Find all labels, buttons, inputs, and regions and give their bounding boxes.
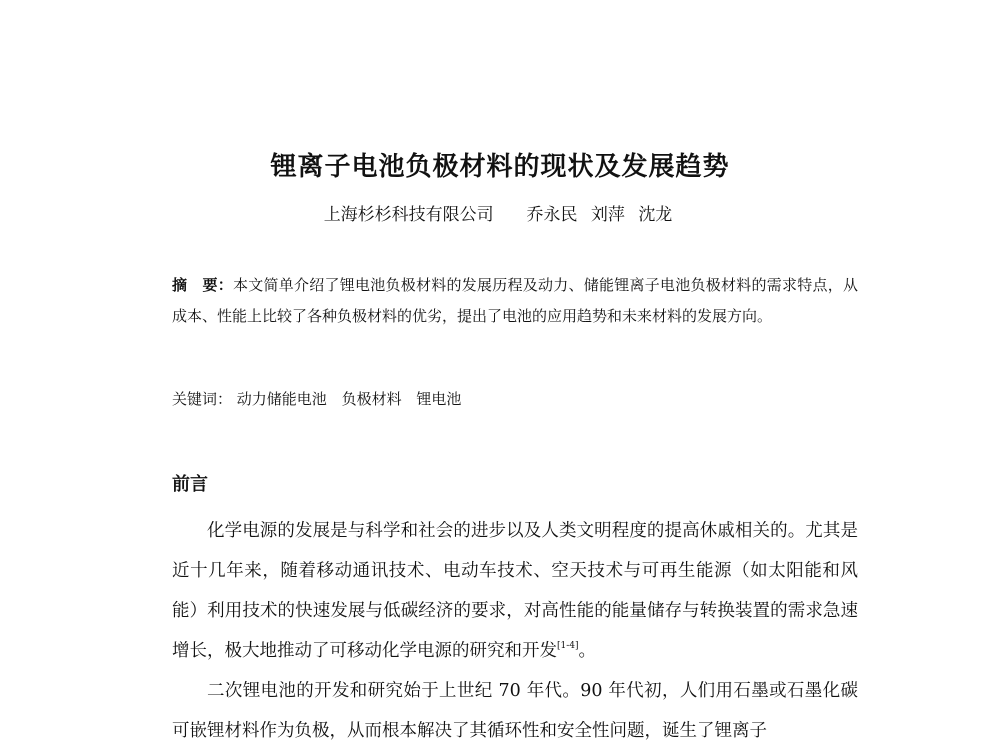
- author-line: [0, 200, 1000, 225]
- paper-title: 锂离子电池负极材料的现状及发展趋势: [270, 152, 730, 182]
- citation: [1-4]: [557, 641, 579, 651]
- abstract: [172, 270, 858, 332]
- paragraph-text: 二次锂电池的开发和研究始于上世纪 70 年代。90 年代初，人们用石墨或石墨化碳可嵌锂材料作为负极，从而根本解决了其循环性和安全性问题，诞生了锂离子: [172, 681, 858, 741]
- author-name: 刘萍: [590, 205, 625, 225]
- author-names: [523, 205, 677, 225]
- keyword: 锂电池: [416, 390, 462, 408]
- keyword: 负极材料: [341, 390, 402, 408]
- paragraph: [172, 511, 858, 671]
- section-body: [172, 511, 858, 751]
- paragraph-end: 。: [578, 641, 597, 661]
- abstract-text: 本文简单介绍了锂电池负极材料的发展历程及动力、储能锂离子电池负极材料的需求特点，从成本、性能上比较了各种负极材料的优劣，提出了电池的应用趋势和未来材料的发展方向。: [172, 276, 858, 325]
- keywords: [172, 388, 471, 409]
- abstract-label: 摘 要：: [172, 276, 233, 294]
- author-name: 沈龙: [638, 205, 673, 225]
- author-name: 乔永民: [526, 205, 578, 225]
- keyword: 动力储能电池: [236, 390, 327, 408]
- keywords-label: 关键词：: [172, 390, 233, 408]
- paragraph: [172, 671, 858, 751]
- section-heading: 前言: [172, 474, 208, 495]
- paragraph-text: 化学电源的发展是与科学和社会的进步以及人类文明程度的提高休戚相关的。尤其是近十几年来，随着移动通讯技术、电动车技术、空天技术与可再生能源（如太阳能和风能）利用技术的快速发展与低碳经济的要求，对高性能的能量储存与转换装置的需求急速增长，极大地推动了可移动化学电源的研究和开发: [172, 521, 858, 661]
- affiliation: 上海杉杉科技有限公司: [323, 205, 494, 225]
